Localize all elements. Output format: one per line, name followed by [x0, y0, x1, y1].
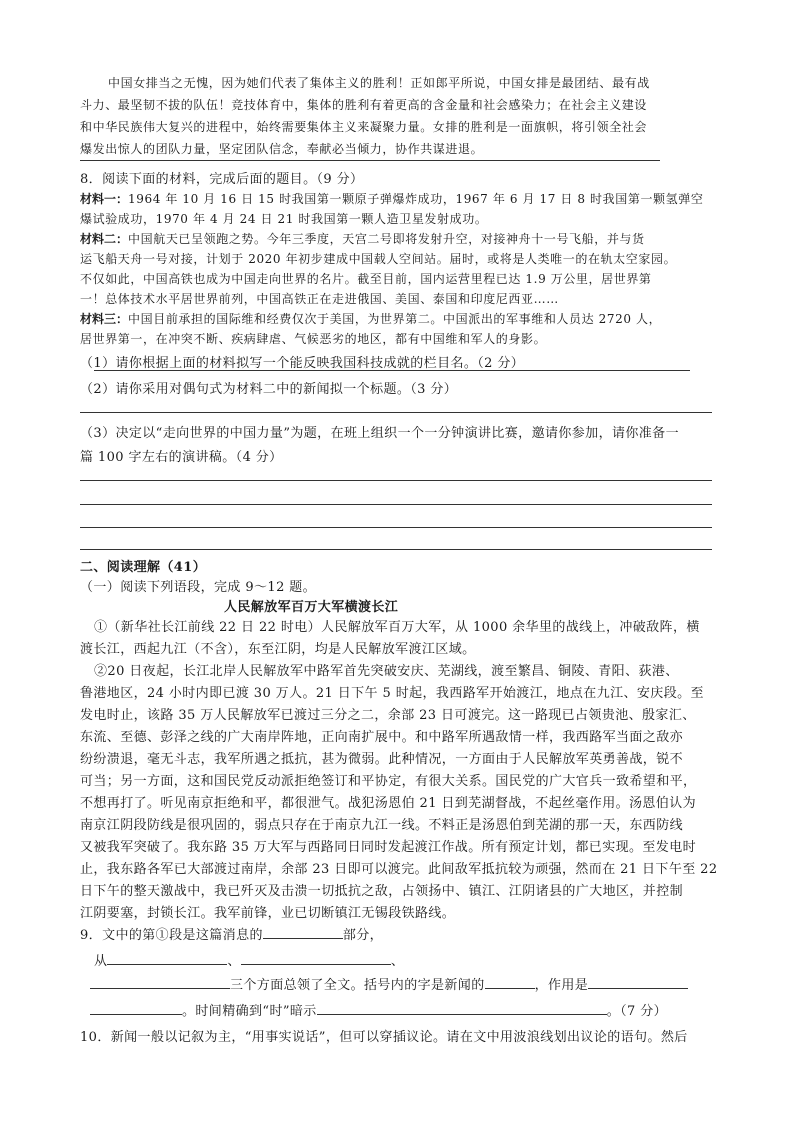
answer-line[interactable] [80, 504, 712, 505]
material-2-label: 材料二： [80, 232, 129, 246]
material-2 [80, 230, 645, 247]
quote-line: 爆发出惊人的团队力量，坚定团队信念，奉献必当倾力，协作共谋进退。 [80, 142, 484, 156]
question-8-title: 8．阅读下面的材料，完成后面的题目。（9 分） [80, 172, 364, 187]
section-2-heading: 二、阅读理解（41） [80, 560, 207, 575]
material-2-line: 一！总体技术水平居世界前列，中国高铁正在走进俄国、美国、泰国和印度尼西亚…… [80, 292, 559, 306]
question-9-three: 三个方面总领了全文。括号内的字是新闻的 [230, 978, 485, 993]
material-2-line: 运飞船天舟一号对接，计划于 2020 年初步建成中国载人空间站。届时，或将是人类唯一的在轨太空家园。 [80, 252, 677, 266]
question-9-part: 部分， [342, 928, 384, 943]
blank[interactable] [107, 950, 227, 965]
answer-line [80, 160, 660, 161]
article-para-2-line: 南京江阴段防线是很巩固的，弱点只存在于南京九江一线。不料正是汤恩伯到芜湖的那一天，东西防线 [80, 818, 684, 833]
blank[interactable] [263, 924, 343, 939]
question-8-3: （3）决定以“走向世界的中国力量”为题，在班上组织一个一分钟演讲比赛，邀请你参加，请你准备一 [80, 426, 679, 441]
article-para-2-line: 不想再打了。听见南京拒绝和平，都很泄气。战犯汤恩伯 21 日到芜湖督战，不起丝毫作用。汤恩伯认为 [80, 796, 697, 811]
article-para-2-line: 东流、至德、彭泽之线的广大南岸阵地，正向南扩展中。和中路军所遇敌情一样，我西路军当面之敌亦 [80, 730, 684, 745]
question-10: 10．新闻一般以记叙为主，“用事实说话”，但可以穿插议论。请在文中用波浪线划出议论的语句。然后 [80, 1030, 688, 1045]
quote-line: 斗力、最坚韧不拔的队伍！竞技体育中，集体的胜利有着更高的含金量和社会感染力；在社会主义建设 [80, 98, 648, 112]
question-8-3-line: 篇 100 字左右的演讲稿。（4 分） [80, 450, 283, 465]
quote-line: 和中华民族伟大复兴的进程中，始终需要集体主义来凝聚力量。女排的胜利是一面旗帜，将引领全社会 [80, 120, 648, 134]
question-9-line-2: 从 、 、 [94, 950, 404, 969]
question-9-from: 从 [94, 954, 108, 969]
question-9-line-4 [90, 1000, 667, 1019]
article-title: 人民解放军百万大军横渡长江 [224, 600, 399, 615]
material-2-line: 不仅如此，中国高铁也成为中国走向世界的名片。截至目前，国内运营里程已达 1.9 万公里，居世界第 [80, 272, 652, 286]
article-para-2-line: 又被我军突破了。我东路 35 万大军与西路同日同时发起渡江作战。所有预定计划，都已实现。至发电时 [80, 840, 697, 855]
question-9-points: 。（7 分） [606, 1004, 668, 1019]
article-para-2-line: 日下午的整天激战中，我已歼灭及击溃一切抵抗之敌，占领扬中、镇江、江阴诸县的广大地区，并控制 [80, 884, 684, 899]
article-para-2-line: 江阴要塞，封锁长江。我军前锋，业已切断镇江无锡段铁路线。 [80, 906, 456, 921]
question-9-line-3 [90, 974, 688, 993]
article-para-2-line: 纷纷溃退，毫无斗志，我军所遇之抵抗，甚为微弱。此种情况，一方面由于人民解放军英勇善战，锐不 [80, 752, 684, 767]
blank[interactable] [588, 974, 688, 989]
material-3-line: 居世界第一，在冲突不断、疾病肆虐、气候恶劣的地区，都有中国维和军人的身影。 [80, 332, 547, 346]
blank[interactable] [485, 974, 535, 989]
material-2-text: 中国航天已呈领跑之势。今年三季度，天宫二号即将发射升空，对接神舟十一号飞船，并与货 [128, 232, 645, 246]
material-3-text: 中国目前承担的国际维和经费仅次于美国，为世界第二。中国派出的军事维和人员达 2720 人， [128, 312, 662, 326]
material-1 [80, 190, 703, 207]
blank[interactable] [241, 950, 391, 965]
answer-line[interactable] [80, 527, 712, 528]
answer-line[interactable] [80, 480, 712, 481]
answer-line[interactable] [80, 549, 712, 550]
article-para-2-line: 发电时止，该路 35 万人民解放军已渡过三分之二，余部 23 日可渡完。这一路现已占领贵池、殷家汇、 [80, 708, 696, 723]
question-9-time: 。时间精确到“时”暗示 [182, 1004, 317, 1019]
article-para-1-line: 渡长江，西起九江（不含），东至江阴，均是人民解放军渡江区域。 [80, 642, 476, 657]
material-1-line: 爆试验成功，1970 年 4 月 24 日 21 时我国第一颗人造卫星发射成功。 [80, 212, 488, 226]
question-9-intro: 9．文中的第①段是这篇消息的 [80, 928, 263, 943]
answer-line[interactable] [80, 412, 712, 413]
question-9-role: ，作用是 [534, 978, 589, 993]
material-3 [80, 310, 661, 327]
blank[interactable] [90, 974, 230, 989]
article-para-2-line: 止，我东路各军已大部渡过南岸，余部 23 日即可以渡完。此间敌军抵抗较为顽强，然而在 21 日下午至 22 [80, 862, 718, 877]
material-3-label: 材料三： [80, 312, 129, 326]
quote-line: 中国女排当之无愧，因为她们代表了集体主义的胜利！正如郎平所说，中国女排是最团结、最有战 [108, 76, 650, 90]
question-9 [80, 924, 383, 943]
article-para-2-line: 可当；另一方面，这和国民党反动派拒绝签订和平协定，有很大关系。国民党的广大官兵一致希望和平， [80, 774, 697, 789]
answer-line[interactable] [94, 370, 690, 371]
article-para-1: ①（新华社长江前线 22 日 22 时电）人民解放军百万大军，从 1000 余华里的战线上，冲破敌阵，横 [94, 620, 700, 635]
blank[interactable] [90, 1000, 182, 1015]
section-2-part-1: （一）阅读下列语段，完成 9～12 题。 [80, 580, 317, 595]
material-1-text: 1964 年 10 月 16 日 15 时我国第一颗原子弹爆炸成功，1967 年 6 月 17 日 8 时我国第一颗氢弹空 [128, 192, 704, 206]
article-para-2-line: 鲁港地区，24 小时内即已渡 30 万人。21 日下午 5 时起，我西路军开始渡江，地点在九江、安庆段。至 [80, 686, 704, 701]
blank[interactable] [317, 1000, 607, 1015]
material-1-label: 材料一： [80, 192, 129, 206]
question-8-1: （1）请你根据上面的材料拟写一个能反映我国科技成就的栏目名。（2 分） [80, 356, 525, 371]
article-para-2: ②20 日夜起，长江北岸人民解放军中路军首先突破安庆、芜湖线，渡至繁昌、铜陵、青阳、荻港、 [94, 664, 679, 679]
question-8-2: （2）请你采用对偶句式为材料二中的新闻拟一个标题。（3 分） [80, 382, 458, 397]
